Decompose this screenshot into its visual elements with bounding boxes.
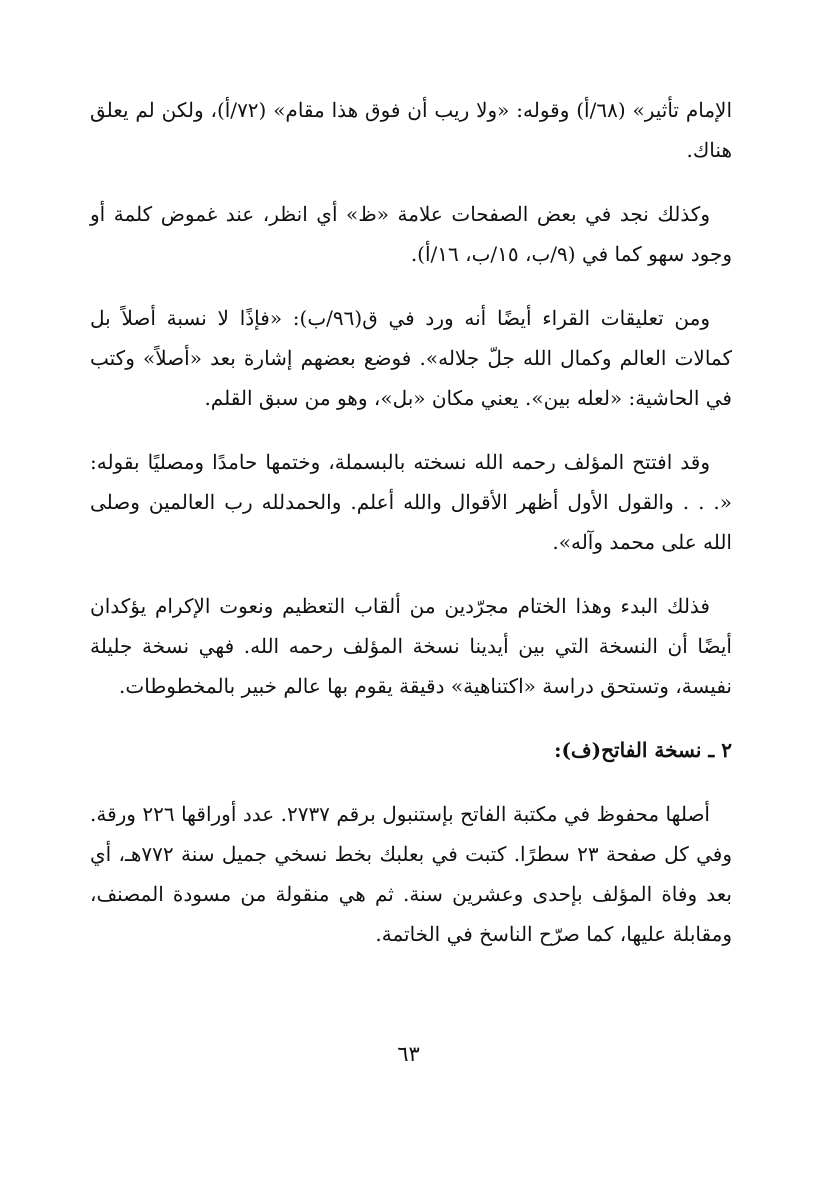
section-heading-fatih-copy: ٢ ـ نسخة الفاتح(ف): — [554, 738, 732, 762]
paragraph-zaa-mark: وكذلك نجد في بعض الصفحات علامة «ظ» أي انظر، عند غموض كلمة أو وجود سهو كما في (٩/ب، ١٥/ب، ١٦/أ). — [90, 202, 732, 266]
paragraph-imam-influence: الإمام تأثير» (٦٨/أ) وقوله: «ولا ريب أن فوق هذا مقام» (٧٢/أ)، ولكن لم يعلق هناك. — [90, 98, 733, 162]
page-body — [90, 90, 732, 978]
page-number: ٦٣ — [397, 1042, 420, 1066]
paragraph-author-copy: فذلك البدء وهذا الختام مجرّدين من ألقاب التعظيم ونعوت الإكرام يؤكدان أيضًا أن النسخة التي بين أيدينا نسخة المؤلف رحمه الله. فهي نسخة جليلة نفيسة، وتستحق دراسة «اكتناهية» دقيقة يقوم بها عالم خبير بالمخطوطات. — [90, 594, 732, 698]
paragraph-opening-closing: وقد افتتح المؤلف رحمه الله نسخته بالبسملة، وختمها حامدًا ومصليًا بقوله: «. . . والقول الأول أظهر الأقوال والله أعلم. والحمدلله رب العالمين وصلى الله على محمد وآله». — [90, 450, 732, 554]
paragraph-reader-comments: ومن تعليقات القراء أيضًا أنه ورد في ق(٩٦/ب): «فإذًا لا نسبة أصلاً بل كمالات العالم وكمال الله جلّ جلاله». فوضع بعضهم إشارة بعد «أصلاً» وكتب في الحاشية: «لعله بين». يعني مكان «بل»، وهو من سبق القلم. — [90, 306, 732, 410]
paragraph-fatih-description: أصلها محفوظ في مكتبة الفاتح بإستنبول برقم ٢٧٣٧. عدد أوراقها ٢٢٦ ورقة. وفي كل صفحة ٢٣ سطرًا. كتبت في بعلبك بخط نسخي جميل سنة ٧٧٢هـ، أي بعد وفاة المؤلف بإحدى وعشرين سنة. ثم هي منقولة من مسودة المصنف، ومقابلة عليها، كما صرّح الناسخ في الخاتمة. — [90, 802, 732, 946]
